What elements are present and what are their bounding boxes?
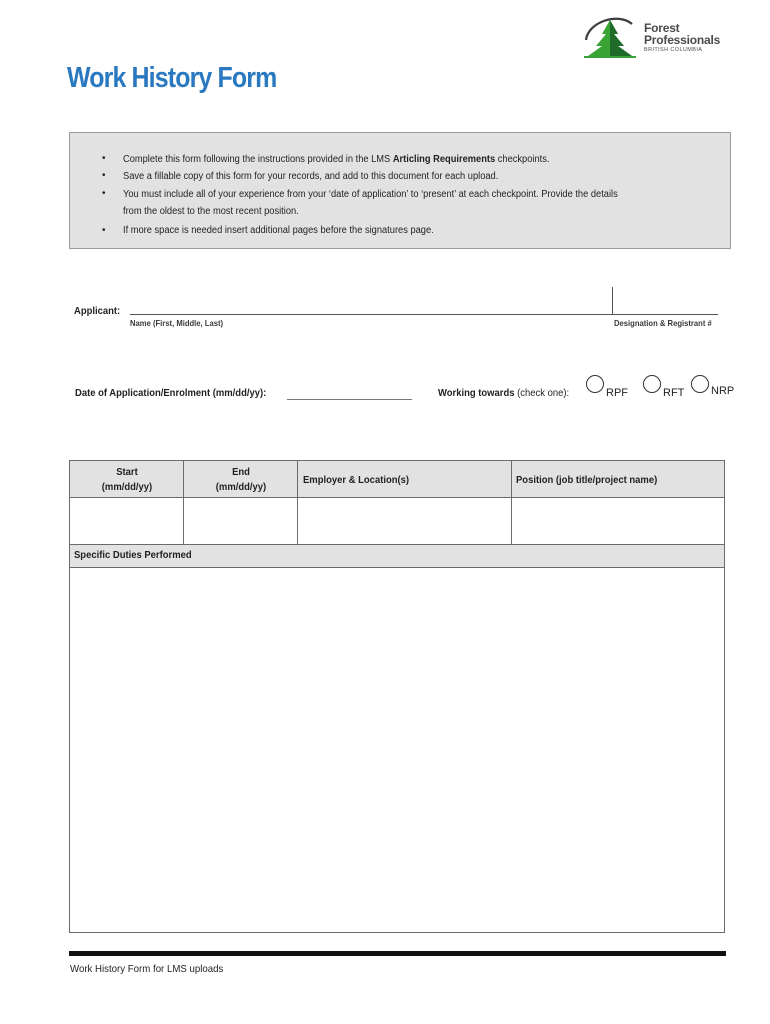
instruction-item-4: If more space is needed insert additional pages before the signatures page.: [123, 225, 434, 236]
applicant-underline: [130, 314, 718, 315]
header-start: Start (mm/dd/yy): [101, 466, 153, 493]
applicant-name-hint: Name (First, Middle, Last): [130, 318, 224, 328]
header-position: Position (job title/project name): [516, 474, 658, 486]
footer-rule: [69, 951, 726, 956]
logo-line-2: Professionals: [644, 33, 721, 47]
radio-rft-label: RFT: [663, 387, 685, 399]
work-history-table: [69, 460, 725, 933]
duties-textarea[interactable]: [70, 567, 724, 932]
designation-hint: Designation & Registrant #: [614, 318, 712, 328]
page-title: Work History Form: [67, 62, 277, 94]
working-towards-label: Working towards (check one):: [438, 387, 570, 399]
bullet-icon: •: [102, 188, 106, 199]
radio-nrp[interactable]: [691, 375, 709, 393]
bullet-icon: •: [102, 225, 106, 236]
logo-line-1: Forest: [644, 21, 680, 35]
instruction-item-3-continuation: from the oldest to the most recent position.: [123, 206, 299, 217]
applicant-label: Applicant:: [74, 305, 121, 317]
designation-field[interactable]: [614, 296, 718, 314]
duties-label: Specific Duties Performed: [74, 549, 192, 561]
header-employer: Employer & Location(s): [303, 474, 410, 486]
application-date-label: Date of Application/Enrolment (mm/dd/yy):: [75, 387, 267, 399]
instructions-panel: [69, 132, 731, 249]
application-date-underline: [287, 399, 412, 400]
radio-rpf[interactable]: [586, 375, 604, 393]
header-end: End (mm/dd/yy): [215, 466, 267, 493]
end-date-cell[interactable]: [184, 498, 297, 544]
applicant-name-field[interactable]: [130, 296, 612, 314]
logo-line-3: BRITISH COLUMBIA: [644, 47, 703, 53]
instruction-item-3: You must include all of your experience from your ‘date of application’ to ‘present’ at each checkpoint. Provide the details: [123, 189, 618, 200]
footer-text: Work History Form for LMS uploads: [70, 963, 224, 975]
employer-cell[interactable]: [298, 498, 511, 544]
bullet-icon: •: [102, 170, 106, 181]
start-date-cell[interactable]: [70, 498, 183, 544]
tree-icon: [580, 12, 640, 60]
radio-nrp-label: NRP: [711, 385, 735, 397]
radio-rft[interactable]: [643, 375, 661, 393]
instruction-item-1: Complete this form following the instructions provided in the LMS Articling Requirements checkpoints.: [123, 154, 550, 165]
applicant-divider: [612, 287, 613, 315]
forest-professionals-logo: [580, 12, 740, 60]
bullet-icon: •: [102, 153, 106, 164]
instruction-item-2: Save a fillable copy of this form for your records, and add to this document for each upload.: [123, 171, 499, 182]
application-date-field[interactable]: [287, 384, 412, 398]
radio-rpf-label: RPF: [606, 387, 628, 399]
position-cell[interactable]: [512, 498, 724, 544]
